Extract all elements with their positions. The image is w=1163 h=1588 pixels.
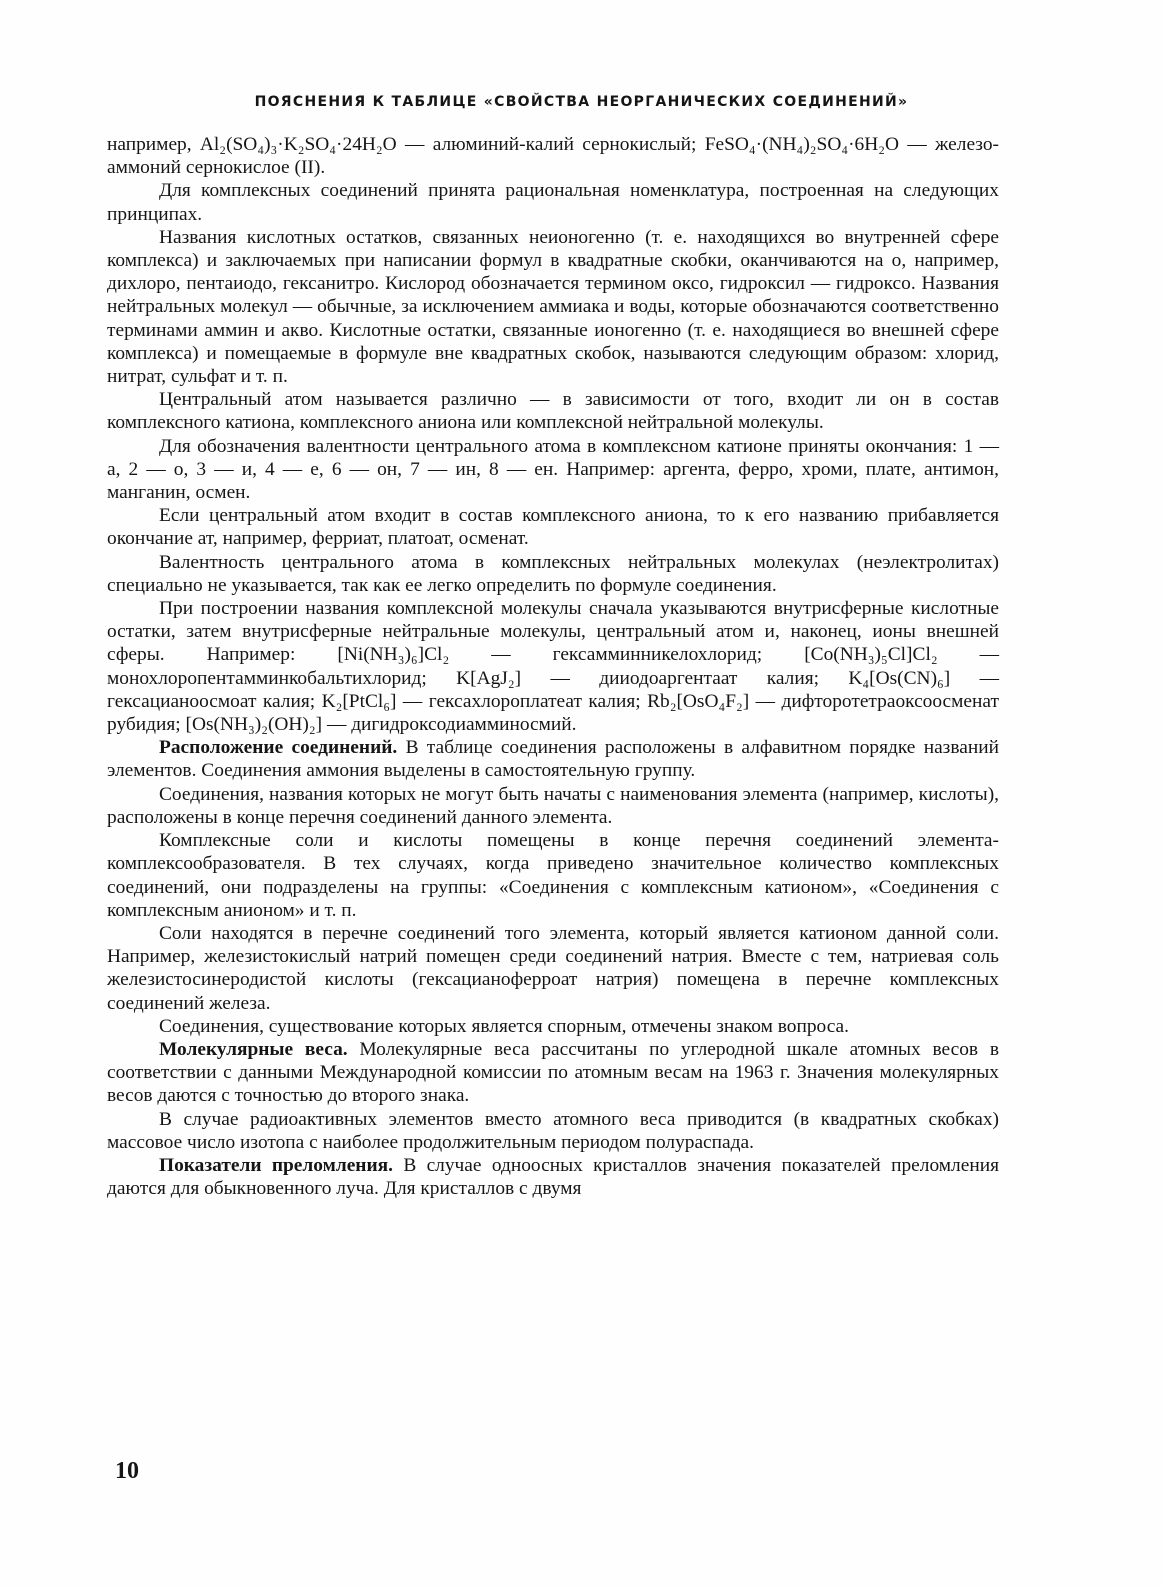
paragraph xyxy=(107,388,999,434)
paragraph-text: Соединения, существование которых является спорным, отмечены знаком вопроса. xyxy=(159,1015,850,1037)
paragraph xyxy=(107,922,999,1015)
paragraph xyxy=(107,1108,999,1154)
paragraph-text: Для обозначения валентности центрального атома в комплексном катионе приняты окончания: 1 — а, 2 — о, 3 — и, 4 — е, 6 — он, 7 — ин, 8 — ен. Например: аргента, ферро, хроми, плате, антимон, манганин, осмен. xyxy=(107,435,999,504)
paragraph xyxy=(107,226,999,388)
paragraph-text: В случае радиоактивных элементов вместо атомного веса приводится (в квадратных скобках) массовое число изотопа с наиболее продолжительным периодом полураспада. xyxy=(107,1108,999,1153)
paragraph-text: При построении названия комплексной молекулы сначала указываются внутрисферные кислотные остатки, затем внутрисферные нейтральные молекулы, центральный атом и, наконец, ионы внешней сферы. Например: [Ni(NH₃)₆]Cl₂ — гексамминникелохлорид; [Co(NH₃)₅Cl]Cl₂ — монохлоропентамминкобальтихлорид; K[AgJ₂] — дииодоаргентаат калия; K₄[Os(CN)₆] — гексацианоосмоат калия; K₂[PtCl₆] — гексахлороплатеат калия; Rb₂[OsO₄F₂] — дифторотетраоксоосменат рубидия; [Os(NH₃)₂(OH)₂] — дигидроксодиамминосмий. xyxy=(107,598,999,736)
paragraph xyxy=(107,736,999,782)
paragraph xyxy=(107,133,999,179)
running-head: ПОЯСНЕНИЯ К ТАБЛИЦЕ «СВОЙСТВА НЕОРГАНИЧЕСКИХ СОЕДИНЕНИЙ» xyxy=(254,94,909,110)
paragraph xyxy=(107,504,999,550)
page-number: 10 xyxy=(115,1458,139,1484)
section-heading: Расположение соединений. xyxy=(159,737,398,759)
paragraph-text: Соли находятся в перечне соединений того элемента, который является катионом данной соли. Например, железистокислый натрий помещен среди соединений натрия. Вместе с тем, натриевая соль железистосинеродистой кислоты (гексацианоферроат натрия) помещена в перечне комплексных соединений железа. xyxy=(107,922,999,1014)
paragraph-text: В случае одноосных кристаллов значения показателей преломления даются для обыкновенного луча. Для кристаллов с двумя xyxy=(107,1154,999,1200)
paragraph xyxy=(107,829,999,922)
paragraph-text: например, Al₂(SO₄)₃·K₂SO₄·24H₂O — алюминий-калий сернокислый; FeSO₄·(NH₄)₂SO₄·6H₂O — железо-аммоний сернокислое (II). xyxy=(107,134,999,179)
paragraph xyxy=(107,1038,999,1108)
paragraph-text: Валентность центрального атома в комплексных нейтральных молекулах (неэлектролитах) специально не указывается, так как ее легко определить по формуле соединения. xyxy=(107,551,999,596)
paragraph xyxy=(107,435,999,505)
paragraph xyxy=(107,179,999,225)
paragraph-text: Центральный атом называется различно — в зависимости от того, входит ли он в состав комплексного катиона, комплексного аниона или комплексной нейтральной молекулы. xyxy=(107,389,999,434)
paragraph-text: Соединения, названия которых не могут быть начаты с наименования элемента (например, кислоты), расположены в конце перечня соединений данного элемента. xyxy=(107,783,999,828)
section-heading: Молекулярные веса. xyxy=(159,1038,348,1060)
paragraph-text: Комплексные соли и кислоты помещены в конце перечня соединений элемента-комплексообразователя. В тех случаях, когда приведено значительное количество комплексных соединений, они подразделены на группы: «Соединения с комплексным катионом», «Соединения с комплексным анионом» и т. п. xyxy=(107,830,999,921)
paragraph xyxy=(107,1154,999,1200)
paragraph-text: Названия кислотных остатков, связанных неионогенно (т. е. находящихся во внутренней сфере комплекса) и заключаемых при написании формул в квадратные скобки, оканчиваются на о, например, дихлоро, пентаиодо, гексанитро. Кислород обозначается термином оксо, гидроксил — гидроксо. Названия нейтральных молекул — обычные, за исключением аммиака и воды, которые обозначаются соответственно терминами аммин и акво. Кислотные остатки, связанные ионогенно (т. е. находящиеся во внешней сфере комплекса) и помещаемые в формуле вне квадратных скобок, называются следующим образом: хлорид, нитрат, сульфат и т. п. xyxy=(107,226,999,388)
paragraph-text: В таблице соединения расположены в алфавитном порядке названий элементов. Соединения аммония выделены в самостоятельную группу. xyxy=(107,737,999,782)
paragraph xyxy=(107,551,999,597)
paragraph xyxy=(107,1015,999,1038)
paragraph xyxy=(107,783,999,829)
paragraph-text: Молекулярные веса рассчитаны по углеродной шкале атомных весов в соответствии с данными Международной комиссии по атомным весам на 1963 г. Значения молекулярных весов даются с точностью до второго знака. xyxy=(107,1038,1000,1107)
paragraph xyxy=(107,597,999,736)
paragraph-text: Если центральный атом входит в состав комплексного аниона, то к его названию прибавляется окончание ат, например, ферриат, платоат, осменат. xyxy=(107,505,999,550)
body-text xyxy=(107,133,999,1200)
section-heading: Показатели преломления. xyxy=(159,1154,393,1176)
paragraph-text: Для комплексных соединений принята рациональная номенклатура, построенная на следующих принципах. xyxy=(107,180,999,225)
